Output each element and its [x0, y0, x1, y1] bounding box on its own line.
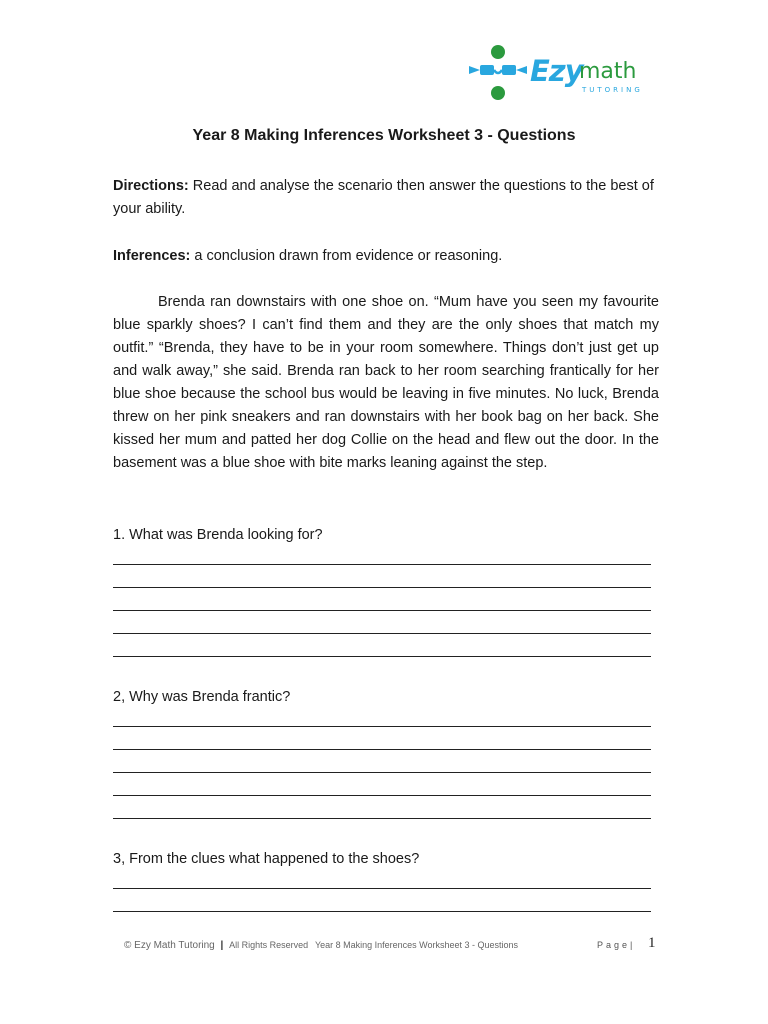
answer-line[interactable]	[113, 749, 651, 750]
logo-figure-icon	[466, 44, 536, 102]
directions-label: Directions:	[113, 178, 189, 194]
inferences-paragraph	[113, 245, 659, 268]
answer-line[interactable]	[113, 911, 651, 912]
answer-line[interactable]	[113, 818, 651, 819]
answer-line[interactable]	[113, 564, 651, 565]
inferences-label: Inferences:	[113, 248, 191, 264]
answer-line[interactable]	[113, 587, 651, 588]
directions-paragraph	[113, 175, 659, 221]
footer-document-name: Year 8 Making Inferences Worksheet 3 - Questions	[314, 940, 519, 950]
directions-text: Read and analyse the scenario then answer the questions to the best of your ability.	[113, 178, 654, 217]
page-title: Year 8 Making Inferences Worksheet 3 - Questions	[192, 127, 576, 144]
answer-line[interactable]	[113, 633, 651, 634]
answer-line[interactable]	[113, 795, 651, 796]
footer-page-number: 1	[648, 935, 656, 951]
logo-tagline: TUTORING	[582, 86, 643, 94]
ezymath-logo	[466, 44, 656, 102]
inferences-text: a conclusion drawn from evidence or reasoning.	[190, 248, 503, 264]
question-3: 3, From the clues what happened to the shoes?	[113, 851, 420, 867]
answer-line[interactable]	[113, 888, 651, 889]
footer-separator: |	[220, 940, 224, 951]
footer-rights: All Rights Reserved	[229, 940, 309, 950]
answer-line[interactable]	[113, 772, 651, 773]
page-footer	[124, 935, 664, 951]
answer-line[interactable]	[113, 656, 651, 657]
question-1: 1. What was Brenda looking for?	[113, 527, 323, 543]
footer-page-label: Page|	[597, 940, 636, 950]
footer-copyright: © Ezy Math Tutoring	[124, 940, 215, 951]
answer-line[interactable]	[113, 610, 651, 611]
question-2: 2, Why was Brenda frantic?	[113, 689, 291, 705]
answer-line[interactable]	[113, 726, 651, 727]
story-paragraph: Brenda ran downstairs with one shoe on. “Mum have you seen my favourite blue sparkly shoes? I can’t find them and they are the only shoes that match my outfit.” “Brenda, they have to be in your room somewhere. Things don’t just get up and walk away,” she said. Brenda ran back to her room searching frantically for her blue shoe because the school bus would be leaving in five minutes. No luck, Brenda threw on her pink sneakers and ran downstairs with her book bag on her back. She kissed her mum and patted her dog Collie on the head and flew out the door. In the basement was a blue shoe with bite marks leaning against the step.	[113, 294, 659, 471]
logo-brand-main: Ezy	[530, 54, 583, 88]
logo-brand-secondary: math	[579, 59, 637, 84]
